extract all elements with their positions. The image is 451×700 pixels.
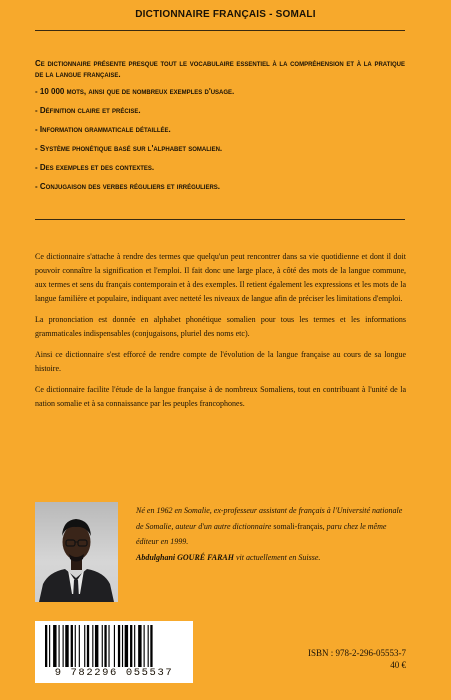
- isbn-block: [308, 647, 406, 671]
- feature-list: [35, 58, 405, 200]
- middle-divider: [35, 219, 405, 220]
- description-paragraph: La prononciation est donnée en alphabet phonétique somalien pour tous les termes et les informations grammaticales indispensables (conjugaisons, pluriel des noms etc).: [35, 315, 406, 338]
- feature-item: - Conjugaison des verbes réguliers et irréguliers.: [35, 182, 221, 191]
- isbn-number: ISBN : 978-2-296-05553-7: [308, 648, 406, 658]
- feature-item: - Des exemples et des contextes.: [35, 163, 155, 172]
- description-paragraph: Ce dictionnaire facilite l'étude de la langue française à de nombreux Somaliens, tout en contribuant à l'unité de la nation somalie et à sa connaissance par les peuples francophones.: [35, 385, 406, 408]
- author-bio: [136, 503, 408, 565]
- feature-item: - Système phonétique basé sur l'alphabet somalien.: [35, 144, 223, 153]
- feature-item: - Information grammaticale détaillée.: [35, 125, 171, 134]
- bio-text: paru chez le même éditeur en 1999.: [136, 521, 387, 546]
- author-name: Abdulghani GOURÉ FARAH: [136, 552, 234, 562]
- barcode-bars: [45, 625, 185, 667]
- feature-item: - Définition claire et précise.: [35, 106, 141, 115]
- price: 40 €: [390, 660, 406, 670]
- description-paragraph: Ainsi ce dictionnaire s'est efforcé de rendre compte de l'évolution de la langue française au cours de sa longue histoire.: [35, 350, 406, 373]
- top-divider: [35, 30, 405, 31]
- feature-item: - 10 000 mots, ainsi que de nombreux exemples d'usage.: [35, 87, 235, 96]
- author-portrait-icon: [35, 502, 118, 602]
- bio-text: somali-français,: [273, 521, 325, 531]
- description-paragraph: Ce dictionnaire s'attache à rendre des termes que quelqu'un peut rencontrer dans sa vie quotidienne et dont il doit pouvoir connaître la signification et l'emploi. Il fait donc une large place, à côté des mots de la langue commune, aux termes et sens du français contemporain et à des exemples. Il retient également les expressions et les mots de la langue familière et populaire, indiquant avec netteté les niveaux de langue afin de préciser les limitations d'emploi.: [35, 252, 406, 303]
- description-text: [35, 250, 406, 418]
- author-photo: [35, 502, 118, 602]
- bio-text: Né en 1962 en Somalie, ex-professeur assistant de français à l'Université nationale de Somalie, auteur d'un autre dictionnaire: [136, 506, 403, 531]
- bio-text: vit actuellement en Suisse.: [235, 552, 321, 562]
- book-title: DICTIONNAIRE FRANÇAIS - SOMALI: [135, 9, 316, 20]
- feature-intro: Ce dictionnaire présente presque tout le vocabulaire essentiel à la compréhension et à la pratique de la langue française.: [35, 59, 405, 79]
- barcode-digits: 9 782296 055537: [54, 667, 174, 679]
- barcode: [35, 621, 193, 683]
